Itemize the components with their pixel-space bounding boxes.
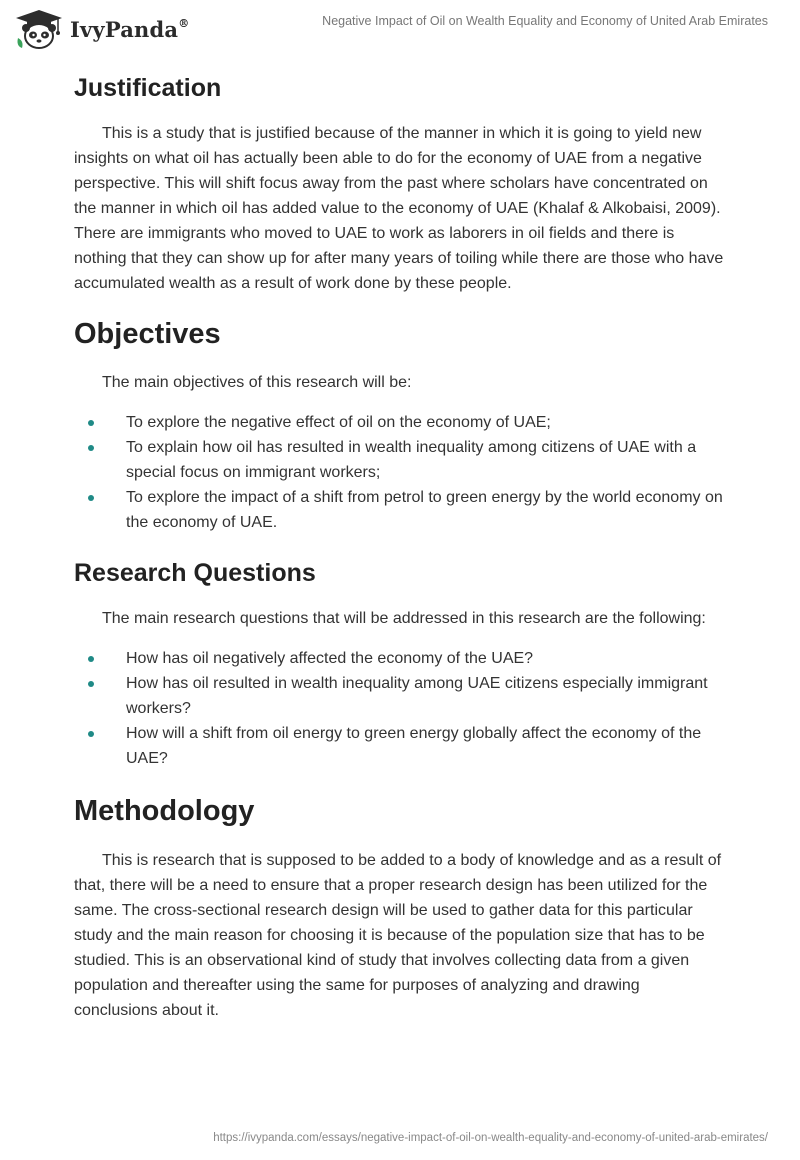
justification-section — [74, 72, 726, 296]
bullet-icon — [88, 681, 94, 687]
research-questions-list — [74, 646, 726, 771]
bullet-icon — [88, 731, 94, 737]
objectives-intro: The main objectives of this research will be: — [102, 374, 412, 391]
brand-logo[interactable] — [14, 8, 189, 50]
justification-paragraph: This is a study that is justified because of the manner in which it is going to yield new insights on what oil has actually been able to do for the economy of UAE from a negative perspective. This will shift focus away from the past where scholars have concentrated on the manner in which oil has added value to the economy of UAE (Khalaf & Alkobaisi, 2009). There are immigrants who moved to UAE to work as laborers in oil fields and there is nothing that they can show up for after many years of toiling while there are those who have accumulated wealth as a result of work done by these people. — [74, 125, 724, 292]
list-item: To explain how oil has resulted in wealth inequality among citizens of UAE with a special focus on immigrant workers; — [74, 435, 726, 485]
essay-content — [74, 72, 726, 1023]
list-item: To explore the impact of a shift from petrol to green energy by the world economy on the economy of UAE. — [74, 485, 726, 535]
list-item: How has oil resulted in wealth inequality among UAE citizens especially immigrant workers? — [74, 671, 726, 721]
list-item: To explore the negative effect of oil on the economy of UAE; — [74, 410, 726, 435]
objectives-list — [74, 410, 726, 535]
objectives-section — [74, 316, 726, 535]
methodology-heading: Methodology — [74, 795, 255, 827]
objectives-heading: Objectives — [74, 318, 221, 350]
research-questions-section — [74, 557, 726, 771]
justification-heading: Justification — [74, 74, 222, 102]
bullet-icon — [88, 495, 94, 501]
methodology-paragraph: This is research that is supposed to be added to a body of knowledge and as a result of that, there will be a need to ensure that a proper research design has been utilized for the same. The cross-sectional research design will be used to gather data for this particular study and the main reason for choosing it is because of the population size that has to be studied. This is an observational kind of study that involves collecting data from a given population and thereafter using the same for purposes of analyzing and drawing conclusions about it. — [74, 852, 722, 1019]
research-questions-heading: Research Questions — [74, 559, 316, 587]
panda-graduate-icon — [14, 8, 64, 50]
page-header — [0, 0, 800, 60]
document-title: Negative Impact of Oil on Wealth Equality and Economy of United Arab Emirates — [322, 14, 768, 28]
research-questions-intro: The main research questions that will be addressed in this research are the following: — [102, 610, 706, 627]
bullet-icon — [88, 420, 94, 426]
bullet-icon — [88, 445, 94, 451]
bullet-icon — [88, 656, 94, 662]
brand-name: IvyPanda® — [70, 16, 190, 42]
footer-url-link[interactable]: https://ivypanda.com/essays/negative-impact-of-oil-on-wealth-equality-and-economy-of-united-arab-emirates/ — [213, 1132, 768, 1144]
list-item: How has oil negatively affected the economy of the UAE? — [74, 646, 726, 671]
list-item: How will a shift from oil energy to green energy globally affect the economy of the UAE? — [74, 721, 726, 771]
methodology-section — [74, 793, 726, 1023]
